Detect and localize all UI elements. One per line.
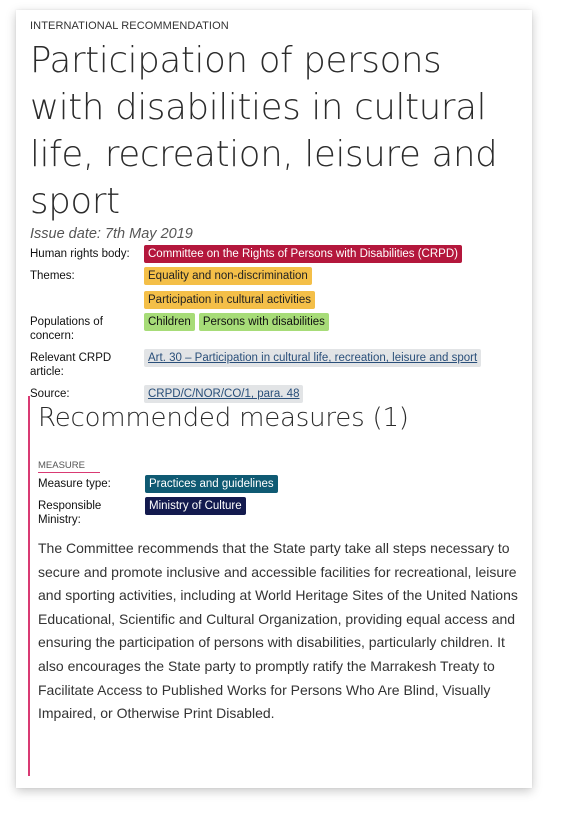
meta-row-crpd xyxy=(30,349,518,379)
measure-type-label: Measure type: xyxy=(38,478,111,490)
meta-label-body: Human rights body: xyxy=(30,248,130,260)
meta-label-themes: Themes: xyxy=(30,270,75,282)
recommended-measures-section xyxy=(28,396,522,776)
meta-label-source: Source: xyxy=(30,388,70,400)
theme-tag[interactable]: Equality and non-discrimination xyxy=(144,267,312,285)
population-tag[interactable]: Persons with disabilities xyxy=(199,313,329,331)
ministry-label: Responsible Ministry: xyxy=(38,500,102,526)
crpd-article-link[interactable]: Art. 30 – Participation in cultural life, recreation, leisure and sport xyxy=(144,349,481,367)
recommendation-card xyxy=(16,10,532,788)
meta-row-body xyxy=(30,245,518,263)
population-tag[interactable]: Children xyxy=(144,313,195,331)
meta-row-themes xyxy=(30,267,518,309)
measure-description: The Committee recommends that the State party take all steps necessary to secure and promote inclusive and accessible facilities for recreational, leisure and sporting activities, including at World Heritage Sites of the United Nations Educational, Scientific and Cultural Organization, providing equal access and ensuring the participation of persons with disabilities, particularly children. It also encourages the State party to promptly ratify the Marrakesh Treaty to Facilitate Access to Published Works for Persons Who Are Blind, Visually Impaired, or Otherwise Print Disabled. xyxy=(38,540,518,722)
source-link[interactable]: CRPD/C/NOR/CO/1, para. 48 xyxy=(144,385,303,403)
measure-type-row xyxy=(38,475,522,493)
measure-type-tag[interactable]: Practices and guidelines xyxy=(145,475,278,493)
measure-kicker: MEASURE xyxy=(38,460,100,473)
ministry-row xyxy=(38,497,522,527)
human-rights-body-tag[interactable]: Committee on the Rights of Persons with Disabilities (CRPD) xyxy=(144,245,462,263)
meta-label-crpd: Relevant CRPD article: xyxy=(30,352,112,378)
measures-heading: Recommended measures (1) xyxy=(38,403,409,433)
issue-date: Issue date: 7th May 2019 xyxy=(30,226,193,242)
theme-tag[interactable]: Participation in cultural activities xyxy=(144,291,315,309)
category-kicker: INTERNATIONAL RECOMMENDATION xyxy=(30,20,229,32)
page-title: Participation of persons with disabilities in cultural life, recreation, leisure and sport xyxy=(30,40,498,222)
ministry-tag[interactable]: Ministry of Culture xyxy=(145,497,246,515)
meta-row-populations xyxy=(30,313,518,343)
meta-label-populations: Populations of concern: xyxy=(30,316,103,342)
